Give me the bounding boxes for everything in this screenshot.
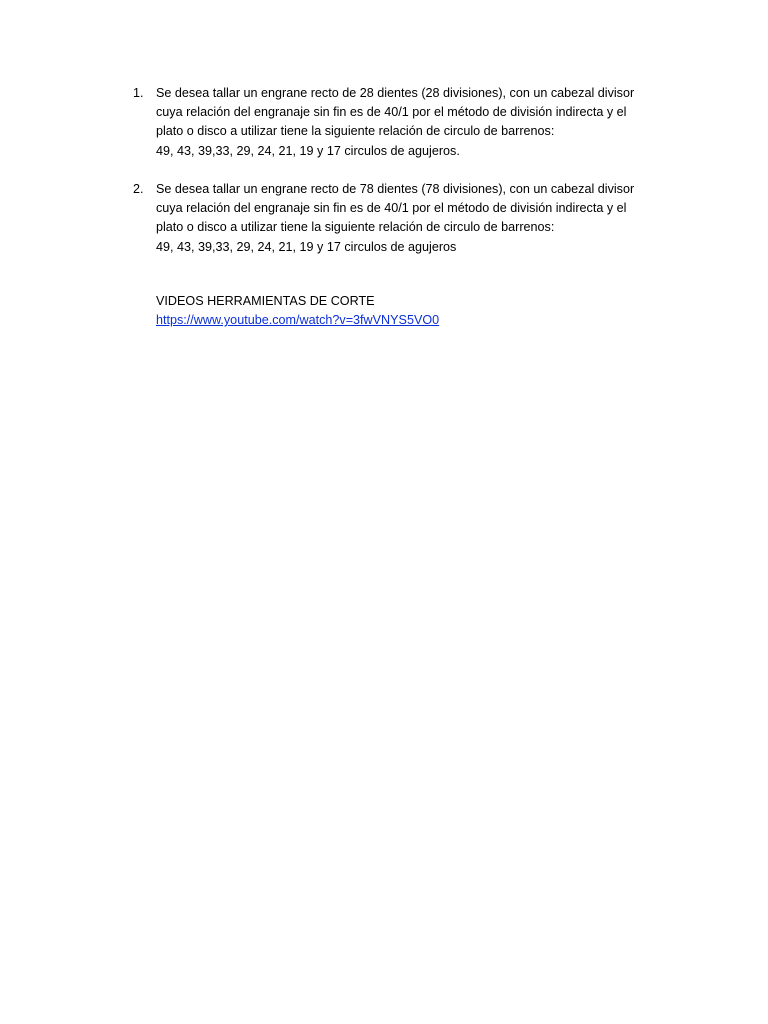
exercise-line: plato o disco a utilizar tiene la siguiente relación de circulo de barrenos: (156, 124, 555, 139)
exercise-line: 49, 43, 39,33, 29, 24, 21, 19 y 17 circulos de agujeros. (156, 143, 460, 158)
exercise-list (133, 84, 653, 257)
exercise-text (156, 84, 653, 161)
exercise-line: plato o disco a utilizar tiene la siguiente relación de circulo de barrenos: (156, 220, 555, 235)
exercise-text (156, 180, 653, 257)
exercise-line: Se desea tallar un engrane recto de 28 dientes (28 divisiones), con un cabezal divisor (156, 86, 635, 100)
exercise-number: 2. (133, 182, 144, 196)
videos-section (156, 292, 439, 330)
video-link[interactable]: https://www.youtube.com/watch?v=3fwVNYS5VO0 (156, 313, 440, 328)
exercise-line: Se desea tallar un engrane recto de 78 dientes (78 divisiones), con un cabezal divisor (156, 182, 635, 196)
exercise-line: cuya relación del engranaje sin fin es de 40/1 por el método de división indirecta y el (156, 201, 627, 216)
exercise-line: 49, 43, 39,33, 29, 24, 21, 19 y 17 circulos de agujeros (156, 239, 457, 254)
exercise-item-2 (133, 180, 653, 257)
exercise-line: cuya relación del engranaje sin fin es de 40/1 por el método de división indirecta y el (156, 105, 627, 120)
videos-heading: VIDEOS HERRAMIENTAS DE CORTE (156, 294, 375, 308)
exercise-item-1 (133, 84, 653, 161)
exercise-number: 1. (133, 86, 144, 100)
